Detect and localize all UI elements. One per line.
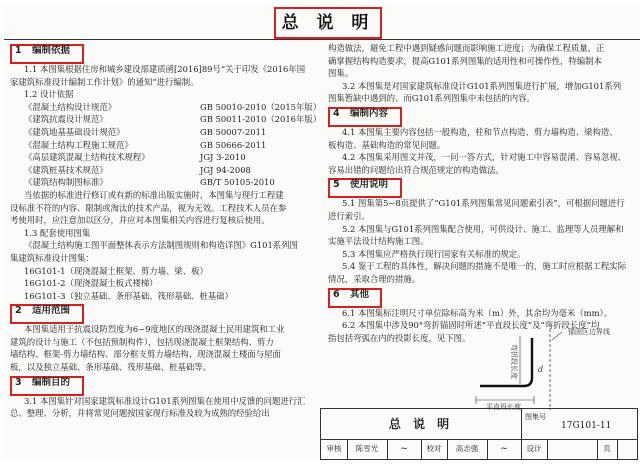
- section-4-heading: [328, 107, 634, 125]
- section-3-number: 3: [15, 376, 22, 388]
- para-3-cont: 图集。: [328, 68, 354, 79]
- reviewer-name: 陈雪光: [347, 439, 388, 459]
- right-column: [328, 42, 634, 344]
- para-2: 板，以及独立基础、条形基础、筏形基础、桩基础等。: [10, 362, 211, 373]
- para-3: 3.1 本图集针对国家建筑标准设计G101系列图集在使用中反馈的问题进行汇: [24, 395, 306, 406]
- para-5: 5.2 本图集与G101系列图集配合使用，可供设计、施工、监理等人员理解和: [342, 223, 624, 234]
- para-4: 板构造、基础构造的常见问题。: [328, 139, 446, 150]
- code-row: [10, 176, 316, 189]
- code-row: [10, 101, 322, 114]
- para-5: 5.4 鉴于工程的具体性，解决问题的措施不是唯一的，施工时应根据工程实际: [342, 261, 626, 272]
- section-5-heading: [328, 178, 634, 196]
- section-6-number: 6: [333, 288, 340, 300]
- para-2: 建筑的设计与施工（不包括预制构件），包括现浇混凝土框架结构、剪力: [10, 336, 274, 347]
- para-6: 指包括弯弧在内的投影长度，见下图。: [328, 332, 471, 343]
- para-3-2b: 图集暂缺中遇到的、而G101系列图集中未包括的内容。: [328, 93, 535, 104]
- diameter-label: d: [538, 365, 544, 374]
- bend-length-label: 弯折段长度: [510, 344, 518, 379]
- code-number: GB/T 50105-2010: [200, 177, 275, 188]
- section-3-heading: [10, 376, 316, 394]
- para-1-2-note-c: 考使用时，应注意加以区分，并应对本图集相关内容进行复核后使用。: [10, 215, 270, 226]
- para-1-3b: 集建筑标准设计图集：: [10, 252, 94, 263]
- atlas-item: 16G101-1（现浇混凝土框架、剪力墙、梁、板）: [24, 265, 208, 276]
- code-name: 《建筑结构制图标准》: [24, 177, 108, 188]
- para-4: 4.2 本图集采用图文并茂，一问一答方式，针对施工中容易混淆、容易忽视、: [342, 152, 626, 163]
- atlas-item: 16G101-2（现浇混凝土板式楼梯）: [24, 278, 158, 289]
- boundary-label: 锚固区边界线: [568, 328, 610, 336]
- section-5-number: 5: [333, 179, 340, 191]
- section-5-title: 使用说明: [350, 179, 389, 191]
- code-row: [10, 139, 316, 152]
- para-1-2-heading: 1.2 设计依据: [24, 89, 74, 100]
- para-1-2-note: 当依据的标准进行修订或有新的标准出版实施时，本图集与现行工程建: [24, 189, 284, 200]
- para-1-2-note-b: 设标准不符的内容、限制或淘汰的技术产品，视为无效。工程技术人员在参: [10, 202, 287, 213]
- design-label: 设计: [521, 439, 548, 459]
- code-name: 《建筑桩基技术规范》: [24, 164, 108, 175]
- atlas-number-cell: [521, 409, 637, 440]
- review-label: 审核: [321, 439, 348, 459]
- check-label: 校对: [421, 439, 448, 459]
- code-name: 《建筑地基基础设计规范》: [24, 126, 125, 137]
- section-1-heading: [10, 44, 316, 62]
- code-name: 《建筑抗震设计规范》: [24, 114, 108, 125]
- para-3-2: 3.2 本图集是对国家建筑标准设计G101系列图集进行扩展，增加G101系列: [342, 80, 622, 91]
- para-2: 墙结构、框架-剪力墙结构、部分框支剪力墙结构、现浇混凝土楼面与屋面: [10, 349, 281, 360]
- page-label: 页: [597, 439, 618, 459]
- section-6-heading: [328, 288, 634, 306]
- atlas-number: 17G101-11: [561, 421, 612, 431]
- para-5: 进行索引。: [328, 210, 370, 221]
- section-1-number: 1: [15, 45, 22, 56]
- section-3-title: 编制目的: [32, 376, 71, 388]
- code-name: 《混凝土结构工程施工规范》: [24, 139, 133, 150]
- section-2-number: 2: [15, 305, 22, 317]
- code-number: JGJ 94-2008: [200, 164, 251, 175]
- para-3-cont: 确掌握结构构造要求，提高G101系列图集的适用性和可操作性，特编制本: [328, 55, 602, 66]
- code-number: JGJ 3-2010: [200, 152, 246, 163]
- code-name: 《高层建筑混凝土结构技术规程》: [24, 152, 150, 163]
- para-1-3-heading: 1.3 配套使用图集: [24, 227, 91, 238]
- title-block: [320, 408, 638, 460]
- section-2-title: 适用范围: [32, 305, 71, 317]
- code-row: [10, 164, 316, 177]
- page-title-frame: [274, 7, 382, 39]
- code-row: [10, 126, 316, 139]
- para-6: 6.1 本图集标注明尺寸单位除标高为米（m）外，其余均为毫米（mm）。: [342, 307, 613, 318]
- drawing-sheet: [4, 4, 640, 460]
- code-row: [10, 151, 316, 164]
- code-number: GB 50010-2010（2015年版）: [200, 101, 322, 112]
- anchorage-diagram: [472, 320, 622, 412]
- para-6: 6.2 本图集中涉及90°弯折锚固时所述“平直段长度”及“弯折段长度”均: [342, 320, 600, 331]
- title-block-title: 总 说 明: [321, 409, 522, 440]
- rebar-shape: [480, 338, 532, 386]
- left-column: [10, 42, 322, 420]
- code-number: GB 50011-2010（2016年版）: [200, 114, 322, 125]
- page-title: 总 说 明: [281, 13, 375, 33]
- code-name: 《混凝土结构设计规范》: [24, 101, 117, 112]
- atlas-number-label: 图集号: [525, 413, 546, 421]
- para-5: 实施平法设计结构施工图。: [328, 236, 429, 247]
- para-5: 情况，采取合理的措施。: [328, 273, 421, 284]
- page-number: [617, 439, 637, 459]
- atlas-item: 16G101-3（独立基础、条形基础、筏形基础、桩基础）: [24, 290, 233, 301]
- para-2: 本图集适用于抗震设防烈度为6~9度地区的现浇混凝土民用建筑和工业: [24, 324, 285, 335]
- checker-name: 高志强: [447, 439, 488, 459]
- para-3: 总、整理、分析，并将常见问题按国家现行标准及较为成熟的经验给出: [10, 408, 270, 419]
- section-2-heading: [10, 304, 316, 322]
- section-1-title: 编制依据: [32, 45, 71, 56]
- para-1-1b: 家建筑标准设计编制工作计划》的通知”进行编制。: [10, 76, 199, 87]
- para-5: 5.1 图集第5~8页提供了“G101系列图集常见问题索引表”，可根据问题进行: [342, 198, 625, 209]
- checker-signature: ​~: [487, 439, 522, 459]
- code-number: GB 50007-2011: [200, 126, 267, 137]
- code-row: [10, 113, 322, 126]
- straight-length-label: 平直段长度: [486, 403, 521, 411]
- para-4: 4.1 本图集主要内容包括一般构造，柱和节点构造、剪力墙构造、梁构造、: [342, 126, 618, 137]
- code-number: GB 50666-2011: [200, 139, 267, 150]
- section-4-number: 4: [333, 107, 340, 119]
- para-5: 5.3 本图集应严格执行现行国家有关标准的规定。: [342, 248, 526, 259]
- section-6-title: 其他: [350, 288, 370, 300]
- section-4-title: 编制内容: [350, 107, 389, 119]
- reviewer-signature: ​~: [387, 439, 422, 459]
- para-4: 容易出错的问题给出符合规范规定的构造做法。: [328, 164, 504, 175]
- designer-name: [547, 439, 598, 459]
- para-1-1: 1.1 本图集根据住房和城乡建设部建质函[2016]89号“关于印发《2016年国: [24, 64, 306, 74]
- para-1-3: 《混凝土结构施工图平面整体表示方法制图规则和构造详图》G101系列图: [24, 240, 298, 251]
- title-rule: [4, 39, 640, 40]
- boundary-leader: [552, 332, 562, 340]
- para-3-cont: 构造做法，避免工程中遇到疑惑问题而影响施工进度；为确保工程质量，正: [328, 43, 605, 53]
